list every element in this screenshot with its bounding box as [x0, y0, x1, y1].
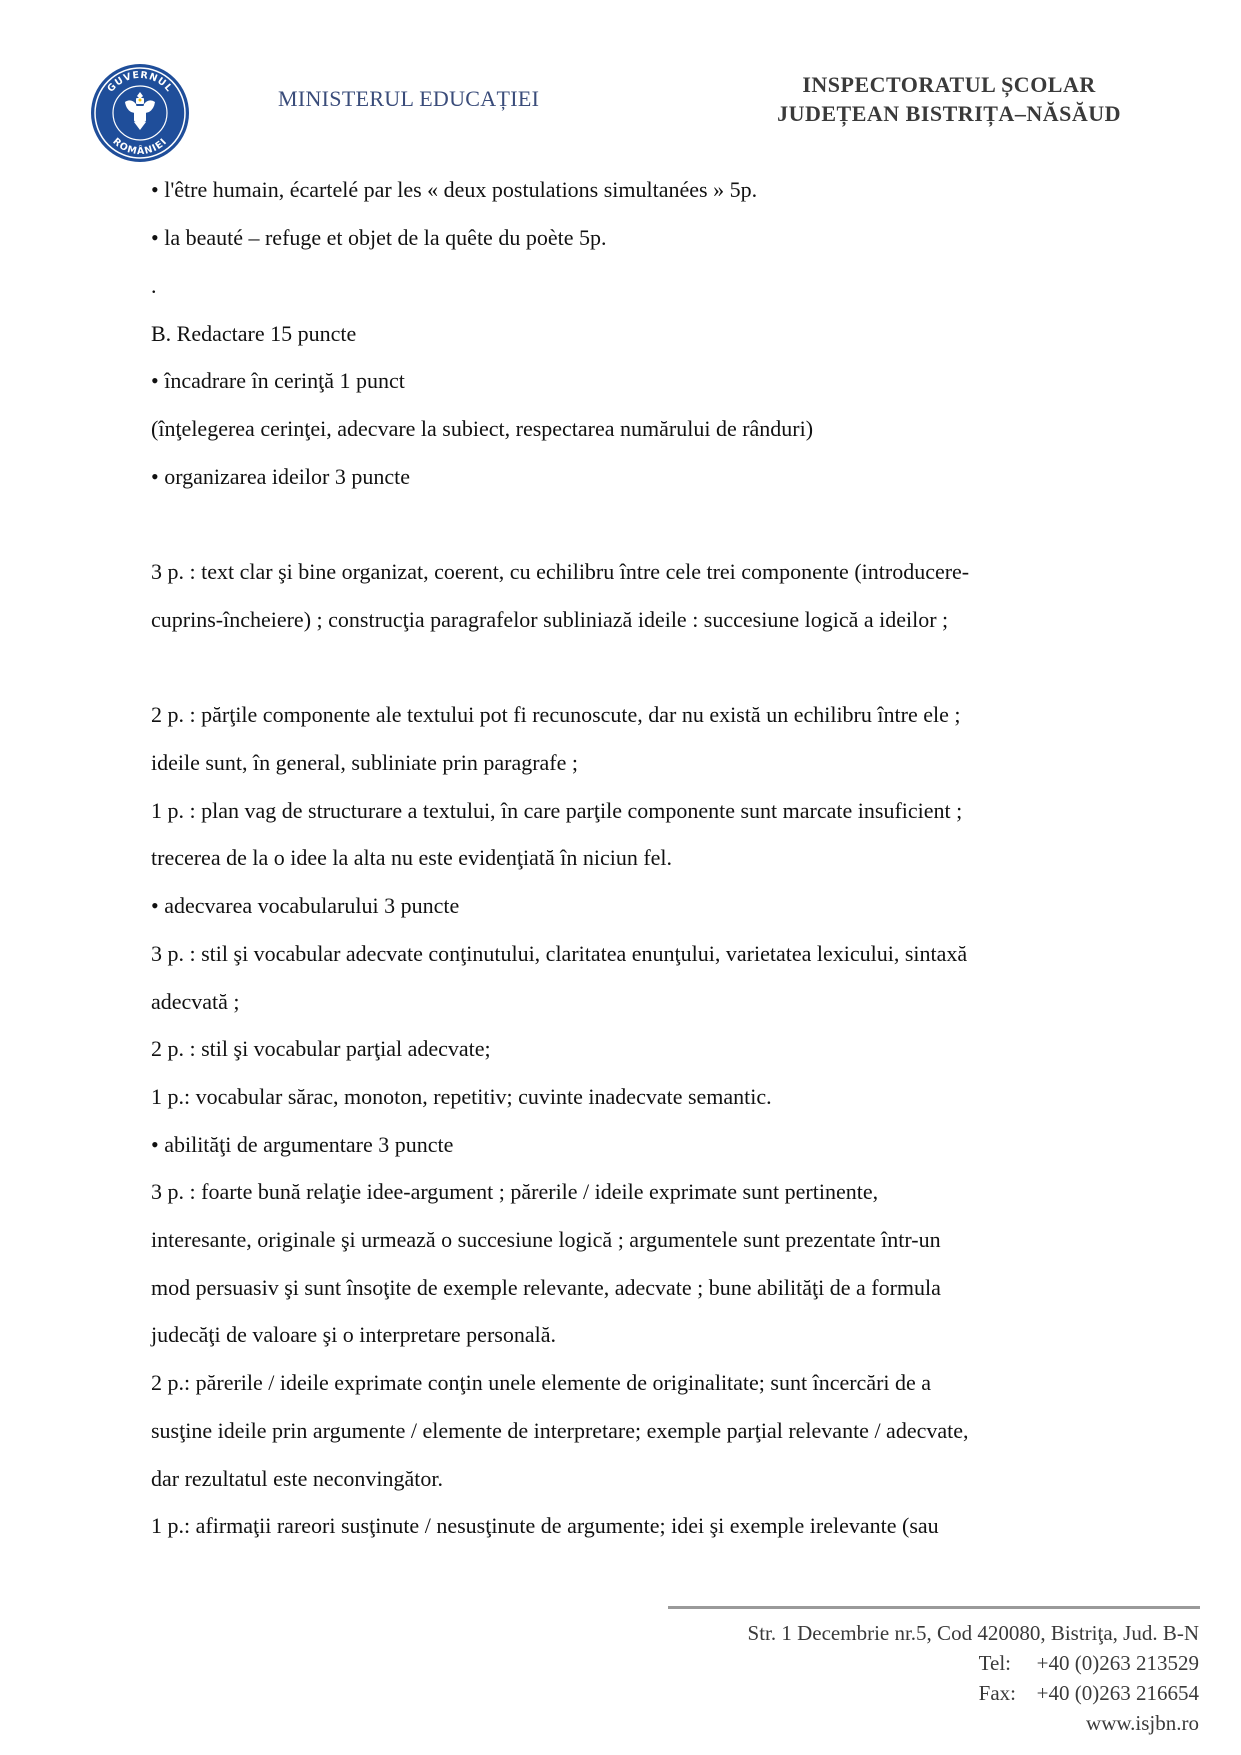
body-line: 1 p.: vocabular sărac, monoton, repetitiv; cuvinte inadecvate semantic. [151, 1084, 772, 1109]
body-line: cuprins-încheiere) ; construcţia paragrafelor subliniază ideile : succesiune logică a ideilor ; [151, 607, 949, 632]
body-line: • organizarea ideilor 3 puncte [151, 464, 410, 489]
inspectorate-line-1: INSPECTORATUL ȘCOLAR [802, 72, 1096, 97]
footer-fax-number: +40 (0)263 216654 [1036, 1681, 1199, 1705]
body-line: 2 p. : părţile componente ale textului pot fi recunoscute, dar nu există un echilibru între ele ; [151, 702, 961, 727]
body-line: 2 p. : stil şi vocabular parţial adecvate; [151, 1036, 491, 1061]
body-line: adecvată ; [151, 989, 240, 1014]
body-line: 1 p.: afirmaţii rareori susţinute / nesusţinute de argumente; idei şi exemple irelevante (sau [151, 1513, 939, 1538]
body-line: ideile sunt, în general, subliniate prin paragrafe ; [151, 750, 579, 775]
footer-address: Str. 1 Decembrie nr.5, Cod 420080, Bistriţa, Jud. B-N [747, 1621, 1199, 1645]
body-line: . [151, 273, 157, 298]
footer-divider [668, 1606, 1200, 1609]
body-line: dar rezultatul este neconvingător. [151, 1466, 443, 1491]
body-line: 3 p. : foarte bună relaţie idee-argument ; părerile / ideile exprimate sunt pertinente, [151, 1179, 879, 1204]
body-line: 2 p.: părerile / ideile exprimate conţin unele elemente de originalitate; sunt încercări de a [151, 1370, 932, 1395]
inspectorate-name [777, 70, 1121, 128]
footer-tel-number: +40 (0)263 213529 [1036, 1651, 1199, 1675]
inspectorate-line-2: JUDEȚEAN BISTRIȚA–NĂSĂUD [777, 101, 1121, 126]
body-line: • adecvarea vocabularului 3 puncte [151, 893, 460, 918]
body-line: B. Redactare 15 puncte [151, 321, 357, 346]
body-line: mod persuasiv şi sunt însoţite de exemple relevante, adecvate ; bune abilităţi de a formula [151, 1275, 941, 1300]
body-line: • încadrare în cerinţă 1 punct [151, 368, 405, 393]
body-line: 3 p. : text clar şi bine organizat, coerent, cu echilibru între cele trei componente (introducere- [151, 559, 970, 584]
logo-top-text: GUVERNUL [105, 69, 175, 95]
page-footer [748, 1618, 1199, 1738]
page-header [0, 0, 1241, 160]
footer-tel-label: Tel: [978, 1651, 1012, 1675]
body-line: (înţelegerea cerinţei, adecvare la subiect, respectarea numărului de rânduri) [151, 416, 814, 441]
government-seal-logo [89, 62, 191, 164]
logo-bottom-text: ROMÂNIEI [110, 135, 170, 158]
footer-fax-label: Fax: [978, 1681, 1016, 1705]
footer-website[interactable]: www.isjbn.ro [1086, 1711, 1199, 1735]
body-line: • la beauté – refuge et objet de la quête du poète 5p. [151, 225, 607, 250]
body-line: • abilităţi de argumentare 3 puncte [151, 1132, 454, 1157]
body-line: susţine ideile prin argumente / elemente de interpretare; exemple parţial relevante / adecvate, [151, 1418, 969, 1443]
ministry-name: MINISTERUL EDUCAȚIEI [278, 86, 540, 111]
body-line: • l'être humain, écartelé par les « deux postulations simultanées » 5p. [151, 177, 758, 202]
body-line: 1 p. : plan vag de structurare a textului, în care parţile componente sunt marcate insuficient ; [151, 798, 963, 823]
footer-tel [748, 1648, 1199, 1678]
body-line: trecerea de la o idee la alta nu este evidenţiată în niciun fel. [151, 845, 673, 870]
body-line: interesante, originale şi urmează o succesiune logică ; argumentele sunt prezentate într-un [151, 1227, 941, 1252]
footer-fax [748, 1678, 1199, 1708]
body-line: judecăţi de valoare şi o interpretare personală. [151, 1322, 556, 1347]
body-line: 3 p. : stil şi vocabular adecvate conţinutului, claritatea enunţului, varietatea lexicului, sintaxă [151, 941, 968, 966]
